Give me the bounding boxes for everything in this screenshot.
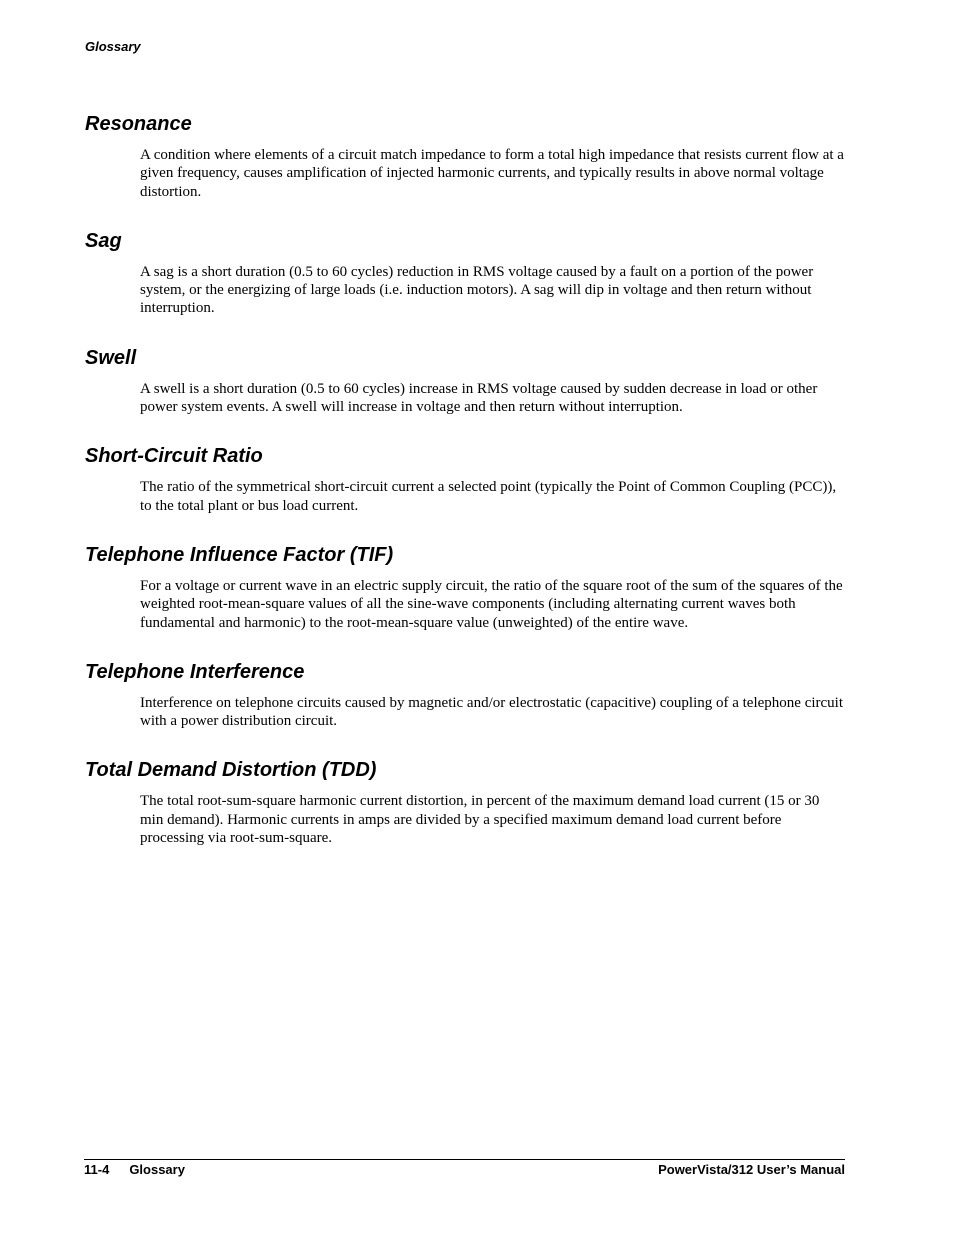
footer-divider: [84, 1159, 845, 1160]
entry-term: Swell: [85, 346, 137, 369]
entry-term: Total Demand Distortion (TDD): [85, 759, 377, 782]
glossary-entry-tdd: [85, 757, 845, 847]
glossary-entry-swell: [85, 345, 845, 417]
glossary-entries: [85, 111, 845, 874]
entry-term: Resonance: [85, 113, 192, 135]
entry-term: Sag: [85, 229, 122, 252]
page-footer: [84, 1162, 845, 1177]
glossary-entry-sag: [85, 228, 845, 318]
entry-term: Telephone Influence Factor (TIF): [85, 543, 394, 566]
running-header: Glossary: [85, 39, 141, 54]
glossary-entry-resonance: [85, 111, 845, 201]
entry-definition: For a voltage or current wave in an electric supply circuit, the ratio of the square root of the sum of the squares of the weighted root-mean-square values of all the sine-wave components (including alternating current waves both fundamental and harmonic) to the root-mean-square value (unweighted) of the entire wave.: [140, 577, 843, 631]
entry-definition: A condition where elements of a circuit match impedance to form a total high impedance that resists current flow at a given frequency, causes amplification of injected harmonic currents, and typically results in above normal voltage distortion.: [140, 147, 844, 200]
entry-term: Telephone Interference: [85, 660, 305, 683]
glossary-entry-tif: [85, 542, 845, 632]
entry-definition: A sag is a short duration (0.5 to 60 cycles) reduction in RMS voltage caused by a fault on a portion of the power system, or the energizing of large loads (i.e. induction motors). A sag will dip in voltage and then return without interruption.: [140, 263, 814, 317]
entry-definition: The ratio of the symmetrical short-circuit current a selected point (typically the Point of Common Coupling (PCC)), to the total plant or bus load current.: [140, 479, 837, 514]
entry-definition: The total root-sum-square harmonic current distortion, in percent of the maximum demand load current (15 or 30 min demand). Harmonic currents in amps are divided by a specified maximum demand load current before processing via root-sum-square.: [140, 793, 820, 847]
page-number: 11-4: [84, 1162, 110, 1177]
manual-title: PowerVista/312 User’s Manual: [658, 1162, 845, 1177]
entry-definition: A swell is a short duration (0.5 to 60 cycles) increase in RMS voltage caused by sudden decrease in load or other power system events. A swell will increase in voltage and then return without interruption.: [140, 380, 818, 416]
glossary-entry-telephone-interference: [85, 659, 845, 731]
entry-term: Short-Circuit Ratio: [85, 445, 263, 468]
glossary-entry-short-circuit-ratio: [85, 443, 845, 515]
footer-left: [84, 1162, 185, 1177]
entry-definition: Interference on telephone circuits caused by magnetic and/or electrostatic (capacitive) coupling of a telephone circuit with a power distribution circuit.: [140, 694, 844, 730]
footer-section: Glossary: [129, 1162, 185, 1177]
